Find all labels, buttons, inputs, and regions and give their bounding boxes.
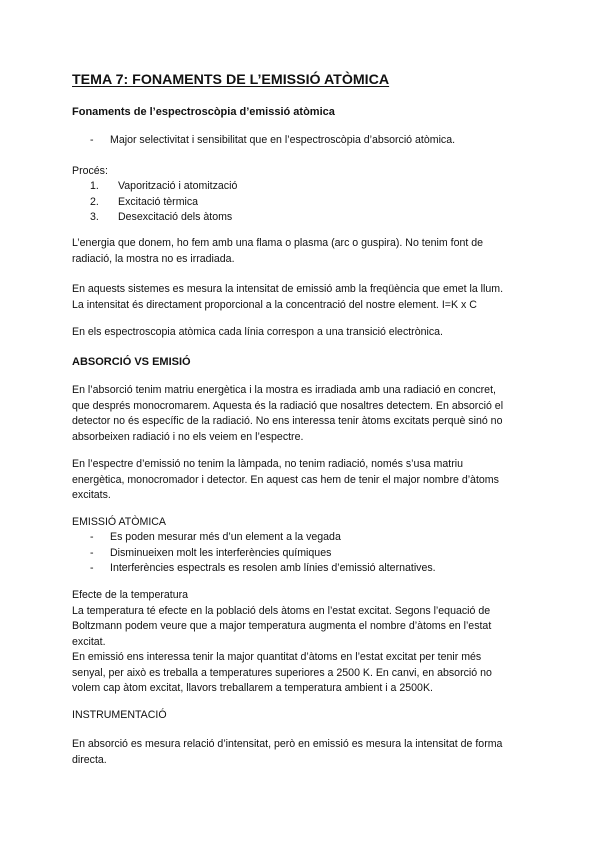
text-line: excitat.	[72, 635, 106, 648]
section-heading-instrumentacio: INSTRUMENTACIÓ	[72, 709, 167, 721]
list-item-text: Excitació tèrmica	[118, 195, 199, 208]
section-heading-temperatura: Efecte de la temperatura	[72, 589, 189, 601]
list-item-text: Interferències espectrals es resolen amb línies d’emissió alternatives.	[110, 562, 436, 574]
bullet-list-selectivitat	[90, 133, 550, 149]
dash-marker: -	[90, 562, 94, 574]
paragraph-absorcio	[72, 383, 542, 445]
paragraph-transicio	[72, 325, 542, 341]
text-line: Boltzmann podem veure que a major temperatura augmenta el nombre d’àtoms en l’estat	[72, 620, 492, 632]
list-item	[90, 133, 550, 149]
text-line: En aquests sistemes es mesura la intensitat de emissió amb la freqüència que emet la llum.	[72, 283, 504, 295]
section-heading-emissio: EMISSIÓ ATÒMICA	[72, 516, 166, 528]
text-line: En emissió ens interessa tenir la major quantitat d’àtoms en l’estat excitat per tenir més	[72, 651, 482, 663]
text-line: En absorció es mesura relació d’intensitat, però en emissió es mesura la intensitat de forma	[72, 738, 503, 750]
section-heading-fonaments: Fonaments de l’espectroscòpia d’emissió atòmica	[72, 106, 335, 118]
text-line: excitats.	[72, 489, 111, 501]
dash-marker: -	[90, 134, 94, 146]
list-item-text: Major selectivitat i sensibilitat que en l’espectroscòpia d’absorció atòmica.	[110, 134, 456, 146]
list-item	[90, 546, 550, 562]
list-item	[90, 530, 550, 546]
proces-label: Procés:	[72, 165, 108, 177]
text-line: En l’absorció tenim matriu energètica i la mostra es irradiada amb una radiació en concret,	[72, 384, 496, 396]
list-item	[90, 561, 550, 577]
proces-list	[90, 179, 550, 226]
text-line: La intensitat és directament proporcional a la concentració del nostre element. I=K x C	[72, 298, 477, 311]
list-item-text: Vaporització i atomització	[118, 180, 238, 192]
text-line: L’energia que donem, ho fem amb una flama o plasma (arc o guspira). No tenim font de	[72, 237, 484, 249]
paragraph-instrumentacio	[72, 737, 542, 768]
list-number: 3.	[90, 211, 99, 223]
text-line: En l’espectre d’emissió no tenim la làmpada, no tenim radiació, només s’usa matriu	[72, 458, 463, 470]
text-line: En els espectroscopia atòmica cada línia correspon a una transició electrònica.	[72, 326, 443, 338]
list-item-text: Disminueixen molt les interferències químiques	[110, 546, 332, 559]
text-line: que després monocromarem. Aquesta és la radiació que nosaltres detectem. En absorció el	[72, 399, 504, 412]
list-item	[90, 179, 550, 195]
text-line: senyal, per això es treballa a temperatures superiores a 2500 K. En canvi, en absorció no	[72, 666, 492, 679]
list-item	[90, 210, 550, 226]
page-title: TEMA 7: FONAMENTS DE L’EMISSIÓ ATÒMICA	[72, 72, 390, 88]
text-line: volem cap àtom excitat, llavors treballarem a temperatura ambient i a 2500K.	[72, 682, 433, 694]
dash-marker: -	[90, 546, 94, 559]
text-line: directa.	[72, 753, 107, 766]
section-heading-absorcio: ABSORCIÓ VS EMISIÓ	[72, 356, 191, 368]
text-line: energètica, monocromador i detector. En aquest cas hem de tenir el major nombre d’àtoms	[72, 473, 499, 486]
text-line: detector no és específic de la radiació. No ens interessa tenir àtoms excitats perquè sinó no	[72, 415, 503, 427]
text-line: absorbeixen radiació i no els veiem en l’espectre.	[72, 430, 304, 443]
list-item	[90, 195, 550, 211]
dash-marker: -	[90, 531, 94, 543]
list-number: 1.	[90, 180, 99, 192]
list-item-text: Desexcitació dels àtoms	[118, 211, 233, 223]
paragraph-energia	[72, 236, 542, 267]
text-line: radiació, la mostra no es irradiada.	[72, 252, 235, 265]
text-line: La temperatura té efecte en la població dels àtoms en l’estat excitat. Segons l’equació de	[72, 604, 491, 617]
list-number: 2.	[90, 195, 99, 208]
section-temperatura	[72, 588, 542, 697]
paragraph-intensitat	[72, 282, 542, 313]
emissio-list	[90, 530, 550, 577]
list-item-text: Es poden mesurar més d’un element a la vegada	[110, 531, 341, 543]
paragraph-emissio	[72, 457, 542, 504]
